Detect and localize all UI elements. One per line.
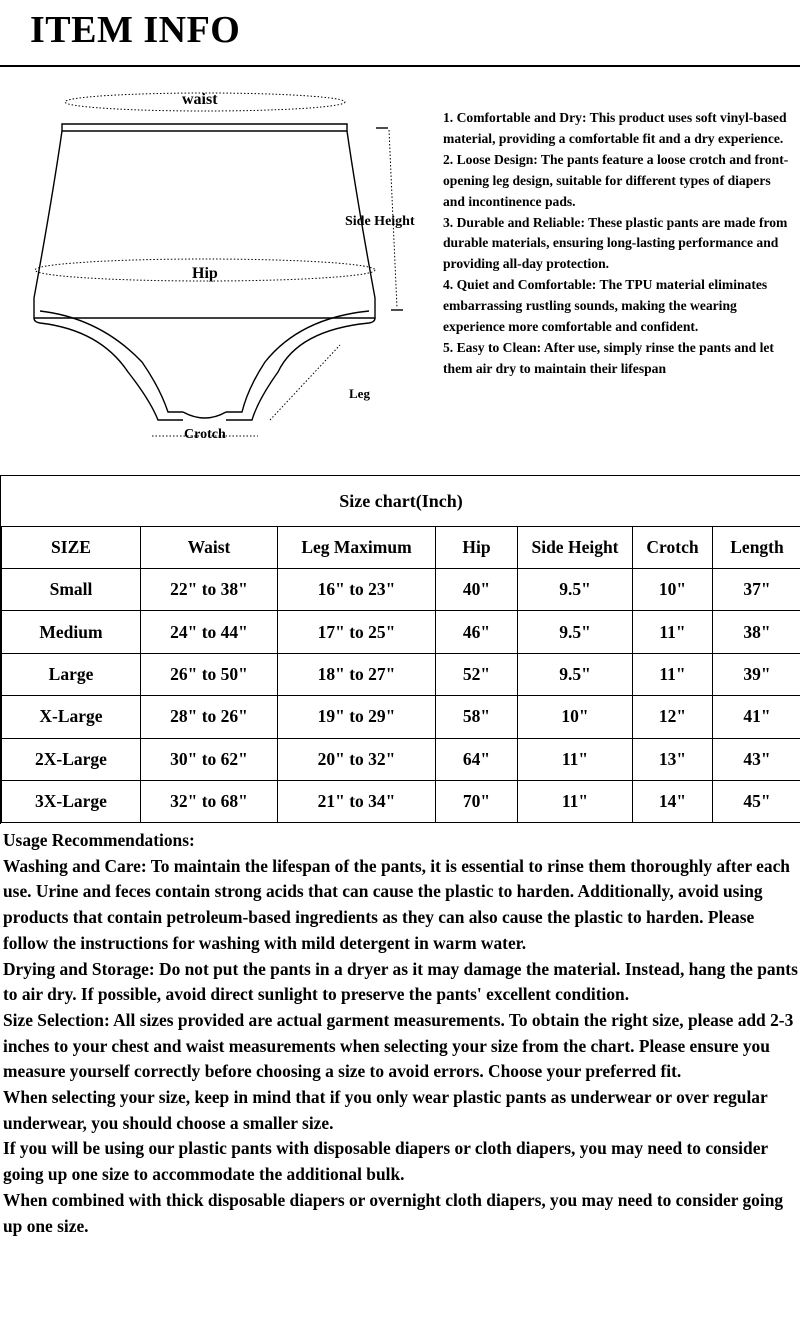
feature-item: 2. Loose Design: The pants feature a loose crotch and front-opening leg design, suitable for different types of diapers and incontinence pads. <box>443 151 789 209</box>
table-cell: 19" to 29" <box>278 696 436 738</box>
table-cell: 21" to 34" <box>278 780 436 822</box>
waist-label: waist <box>182 91 218 108</box>
table-cell: 46" <box>436 611 518 653</box>
table-row <box>2 569 800 611</box>
table-cell: 9.5" <box>518 569 633 611</box>
table-cell: 17" to 25" <box>278 611 436 653</box>
table-cell: 52" <box>436 653 518 695</box>
table-header-row <box>2 527 800 569</box>
waistband-outline <box>62 124 347 131</box>
table-cell: 37" <box>713 569 800 611</box>
table-row <box>2 653 800 695</box>
table-cell: Small <box>2 569 141 611</box>
page-title: ITEM INFO <box>30 9 241 51</box>
table-cell: Large <box>2 653 141 695</box>
table-row <box>2 780 800 822</box>
table-row <box>2 611 800 653</box>
table-cell: 9.5" <box>518 653 633 695</box>
right-leg-outline <box>226 318 375 420</box>
table-cell: 18" to 27" <box>278 653 436 695</box>
table-cell: 70" <box>436 780 518 822</box>
header-hip: Hip <box>436 527 518 569</box>
leg-label: Leg <box>349 386 370 401</box>
table-cell: 16" to 23" <box>278 569 436 611</box>
table-row <box>2 738 800 780</box>
table-cell: Medium <box>2 611 141 653</box>
table-cell: 11" <box>518 780 633 822</box>
size-table <box>1 526 800 823</box>
table-cell: 58" <box>436 696 518 738</box>
table-cell: 3X-Large <box>2 780 141 822</box>
table-cell: 24" to 44" <box>141 611 278 653</box>
leg-inner-left <box>40 311 183 412</box>
table-cell: 40" <box>436 569 518 611</box>
table-cell: 10" <box>633 569 713 611</box>
hip-label: Hip <box>192 265 218 282</box>
usage-paragraph: When selecting your size, keep in mind that if you only wear plastic pants as underwear or over regular underwear, you should choose a smaller size. <box>3 1087 768 1133</box>
usage-paragraph: Size Selection: All sizes provided are actual garment measurements. To obtain the right size, please add 2-3 inches to your chest and waist measurements when selecting your size from the chart. Please ensure you measure yourself correctly before choosing a size to avoid errors. Choose your preferred fit. <box>3 1009 794 1082</box>
table-cell: 12" <box>633 696 713 738</box>
table-cell: 38" <box>713 611 800 653</box>
header-side-height: Side Height <box>518 527 633 569</box>
table-cell: 39" <box>713 653 800 695</box>
feature-item: 5. Easy to Clean: After use, simply rinse the pants and let them air dry to maintain their lifespan <box>443 339 774 376</box>
feature-item: 4. Quiet and Comfortable: The TPU material eliminates embarrassing rustling sounds, making the wearing experience more comfortable and confident. <box>443 277 768 335</box>
crotch-gusset <box>183 412 226 418</box>
title-divider <box>0 65 800 67</box>
header-length: Length <box>713 527 800 569</box>
table-cell: 13" <box>633 738 713 780</box>
table-cell: 9.5" <box>518 611 633 653</box>
size-chart-title: Size chart(Inch) <box>339 491 463 511</box>
size-chart <box>0 475 800 824</box>
table-cell: 20" to 32" <box>278 738 436 780</box>
pants-outline <box>34 131 375 318</box>
table-cell: 43" <box>713 738 800 780</box>
table-cell: 14" <box>633 780 713 822</box>
table-cell: X-Large <box>2 696 141 738</box>
table-cell: 45" <box>713 780 800 822</box>
usage-recommendations <box>3 828 798 1239</box>
feature-item: 1. Comfortable and Dry: This product uses soft vinyl-based material, providing a comfortable fit and a dry experience. <box>443 110 787 146</box>
table-cell: 30" to 62" <box>141 738 278 780</box>
header-crotch: Crotch <box>633 527 713 569</box>
usage-heading: Usage Recommendations: <box>3 830 195 850</box>
header-size: SIZE <box>2 527 141 569</box>
table-cell: 10" <box>518 696 633 738</box>
header-waist: Waist <box>141 527 278 569</box>
table-cell: 22" to 38" <box>141 569 278 611</box>
garment-measurement-diagram <box>0 75 430 460</box>
feature-item: 3. Durable and Reliable: These plastic pants are made from durable materials, ensuring long-lasting performance and providing all-day protection. <box>443 214 788 272</box>
usage-paragraph: When combined with thick disposable diapers or overnight cloth diapers, you may need to consider going up one size. <box>3 1189 784 1236</box>
table-cell: 64" <box>436 738 518 780</box>
table-cell: 41" <box>713 696 800 738</box>
table-cell: 11" <box>633 653 713 695</box>
usage-paragraph: If you will be using our plastic pants with disposable diapers or cloth diapers, you may need to consider going up one size to accommodate the additional bulk. <box>3 1138 768 1185</box>
table-cell: 32" to 68" <box>141 780 278 822</box>
table-row <box>2 696 800 738</box>
table-cell: 2X-Large <box>2 738 141 780</box>
side-height-label: Side Height <box>345 214 415 229</box>
table-cell: 26" to 50" <box>141 653 278 695</box>
feature-list <box>443 108 795 380</box>
table-cell: 28" to 26" <box>141 696 278 738</box>
crotch-label: Crotch <box>184 427 226 442</box>
usage-paragraph: Washing and Care: To maintain the lifespan of the pants, it is essential to rinse them thoroughly after each use. Urine and feces contain strong acids that can cause the plastic to harden. Additionally, avoid using products that contain petroleum-based ingredients as they can also cause the plastic to harden. Please follow the instructions for washing with mild detergent in warm water. <box>3 855 790 953</box>
leg-measure-line <box>270 345 340 420</box>
table-cell: 11" <box>518 738 633 780</box>
table-cell: 11" <box>633 611 713 653</box>
usage-paragraph: Drying and Storage: Do not put the pants in a dryer as it may damage the material. Instead, hang the pants to air dry. If possible, avoid direct sunlight to preserve the pants' excellent condition. <box>3 958 798 1005</box>
left-leg-outline <box>34 318 183 420</box>
header-leg-maximum: Leg Maximum <box>278 527 436 569</box>
